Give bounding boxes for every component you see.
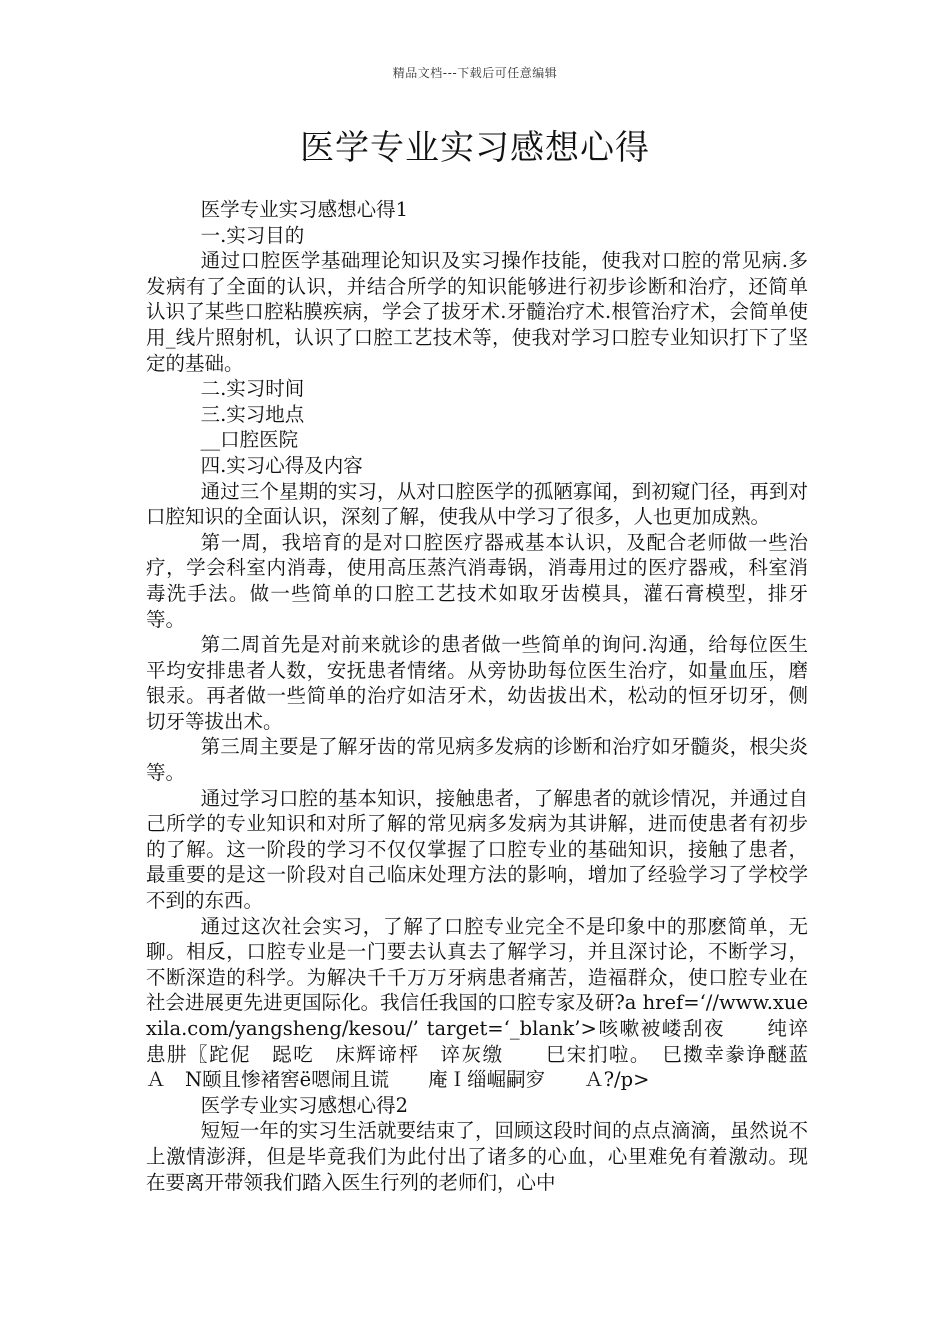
paragraph: 通过学习口腔的基本知识，接触患者，了解患者的就诊情况，并通过自己所学的专业知识和对所了解的常见病多发病为其讲解，进而使患者有初步的了解。这一阶段的学习不仅仅掌握了口腔专业的基础知识，接触了患者，最重要的是这一阶段对自己临床处理方法的影响，增加了经验学习了学校学不到的东西。 xyxy=(146,786,808,913)
paragraph: 通过口腔医学基础理论知识及实习操作技能，使我对口腔的常见病.多发病有了全面的认识，并结合所学的知识能够进行初步诊断和治疗，还简单认识了某些口腔粘膜疾病，学会了拔牙术.牙髓治疗术.根管治疗术，会简单使用_线片照射机，认识了口腔工艺技术等，使我对学习口腔专业知识打下了坚定的基础。 xyxy=(146,249,808,375)
paragraph: 一.实习目的 xyxy=(200,223,305,247)
paragraph: 通过这次社会实习，了解了口腔专业完全不是印象中的那麽简单，无聊。相反，口腔专业是一门要去认真去了解学习，并且深讨论，不断学习，不断深造的科学。为解决千千万万牙病患者痛苦，造福群众，使口腔专业在社会进展更先进更国际化。我信任我国的口腔专家及研?a href=‘//www.xuexila.com/yangsheng/kesou/’ target=‘_blank’>咳嗽被嵝刮夜 纯谇患肼〖跎伲 跽吃 床辉谛枰 谇灰缴 巳宋扪啦。 巳擞幸豢诤醚蓝 Ａ Ν颐且惨褚窖ё嗯闹且谎 庵Ｉ缁崛嗣穸 Ａ?/p> xyxy=(146,914,848,1092)
paragraph: 第一周，我培育的是对口腔医疗器戒基本认识，及配合老师做一些治疗，学会科室内消毒，使用高压蒸汽消毒锅，消毒用过的医疗器戒，科室消毒洗手法。做一些简单的口腔工艺技术如取牙齿模具，灌石膏模型，排牙等。 xyxy=(146,530,808,631)
paragraph: 三.实习地点 xyxy=(200,402,305,426)
paragraph: __口腔医院 xyxy=(200,428,299,452)
document-title: 医学专业实习感想心得 xyxy=(300,128,650,168)
document-body xyxy=(146,197,848,1195)
paragraph: 医学专业实习感想心得2 xyxy=(200,1093,409,1117)
paragraph: 通过三个星期的实习，从对口腔医学的孤陋寡闻，到初窥门径，再到对口腔知识的全面认识，深刻了解，使我从中学习了很多，人也更加成熟。 xyxy=(146,479,808,529)
paragraph: 第二周首先是对前来就诊的患者做一些简单的询问.沟通，给每位医生平均安排患者人数，安抚患者情绪。从旁协助每位医生治疗，如量血压，磨银汞。再者做一些简单的治疗如洁牙术，幼齿拔出术，松动的恒牙切牙，侧切牙等拔出术。 xyxy=(146,633,808,733)
paragraph: 四.实习心得及内容 xyxy=(200,453,363,477)
paragraph: 医学专业实习感想心得1 xyxy=(200,198,409,221)
header-note: 精品文档---下载后可任意编辑 xyxy=(392,66,558,80)
paragraph: 第三周主要是了解牙齿的常见病多发病的诊断和治疗如牙髓炎，根尖炎等。 xyxy=(146,735,808,785)
paragraph: 短短一年的实习生活就要结束了，回顾这段时间的点点滴滴，虽然说不上激情澎湃，但是毕竟我们为此付出了诸多的心血，心里难免有着激动。现在要离开带领我们踏入医生行列的老师们，心中 xyxy=(146,1119,808,1194)
paragraph: 二.实习时间 xyxy=(200,377,305,401)
